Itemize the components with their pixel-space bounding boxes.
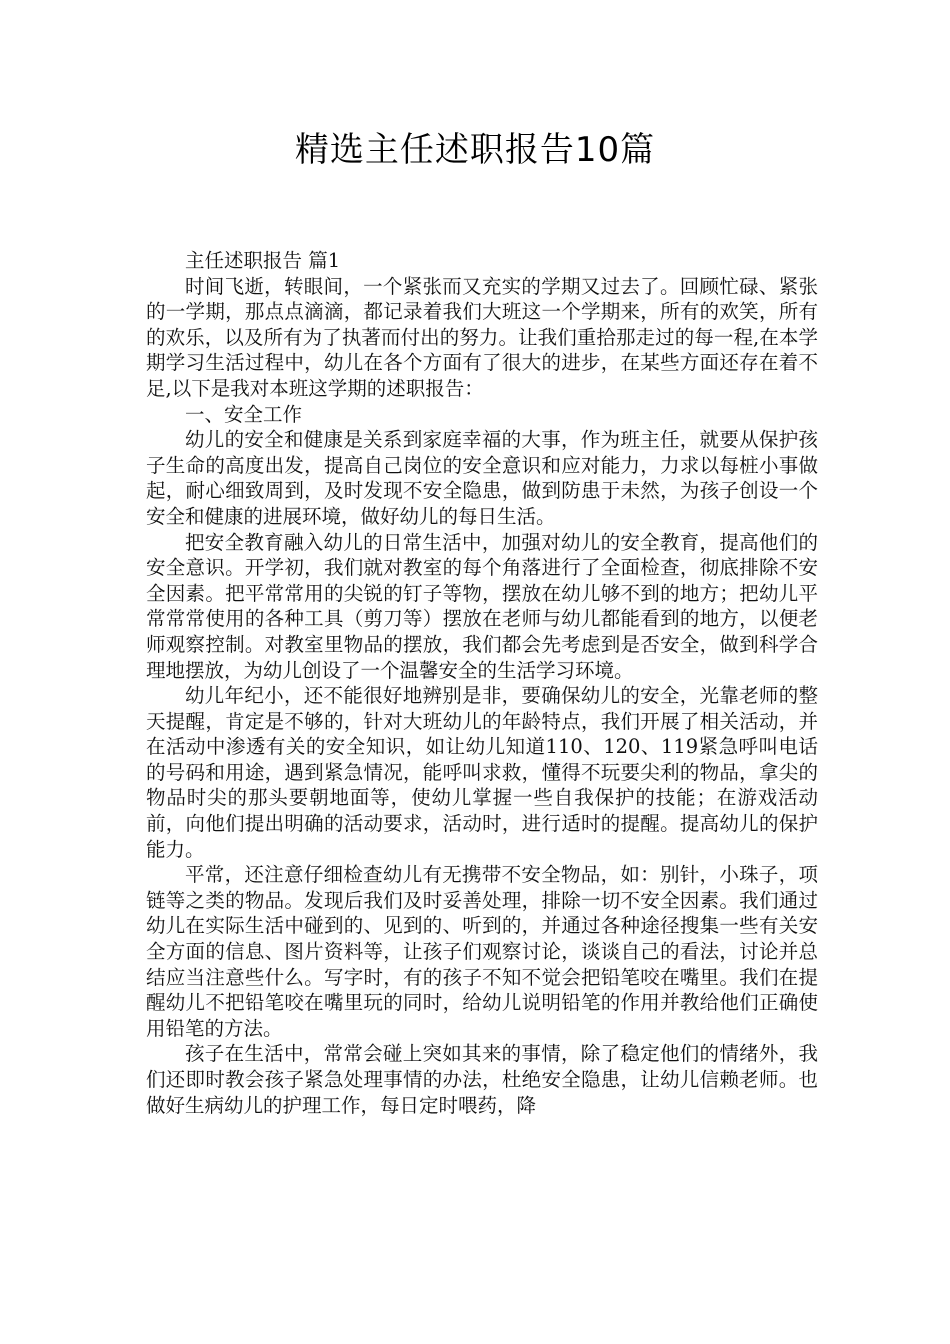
- section-heading-safety: 一、安全工作: [185, 402, 303, 426]
- paragraph-safety-health: 幼儿的安全和健康是关系到家庭幸福的大事，作为班主任，就要从保护孩子生命的高度出发，提高自己岗位的安全意识和应对能力，力求以每桩小事做起，耐心细致周到，及时发现不安全隐患，做到防患于未然，为孩子创设一个安全和健康的进展环境，做好幼儿的每日生活。: [146, 428, 818, 528]
- paragraph-safety-education: 把安全教育融入幼儿的日常生活中，加强对幼儿的安全教育，提高他们的安全意识。开学初，我们就对教室的每个角落进行了全面检查，彻底排除不安全因素。把平常常用的尖锐的钉子等物，摆放在幼儿够不到的地方；把幼儿平常常常使用的各种工具（剪刀等）摆放在老师与幼儿都能看到的地方，以便老师观察控制。对教室里物品的摆放，我们都会先考虑到是否安全，做到科学合理地摆放，为幼儿创设了一个温馨安全的生活学习环境。: [146, 530, 818, 682]
- paragraph-safety-inspection: 平常，还注意仔细检查幼儿有无携带不安全物品，如：别针，小珠子，项链等之类的物品。发现后我们及时妥善处理，排除一切不安全因素。我们通过幼儿在实际生活中碰到的、见到的、听到的，并通过各种途径搜集一些有关安全方面的信息、图片资料等，让孩子们观察讨论，谈谈自己的看法，讨论并总结应当注意些什么。写字时，有的孩子不知不觉会把铅笔咬在嘴里。我们在提醒幼儿不把铅笔咬在嘴里玩的同时，给幼儿说明铅笔的作用并教给他们正确使用铅笔的方法。: [146, 863, 818, 1040]
- document-body: [146, 248, 818, 1118]
- section-heading-report-1: 主任述职报告 篇1: [185, 249, 341, 272]
- paragraph-safety-activities: 幼儿年纪小，还不能很好地辨别是非，要确保幼儿的安全，光靠老师的整天提醒，肯定是不够的，针对大班幼儿的年龄特点，我们开展了相关活动，并在活动中渗透有关的安全知识，如让幼儿知道110、120、119紧急呼叫电话的号码和用途，遇到紧急情况，能呼叫求救，懂得不玩要尖利的物品，拿尖的物品时尖的那头要朝地面等，使幼儿掌握一些自我保护的技能；在游戏活动前，向他们提出明确的活动要求，活动时，进行适时的提醒。提高幼儿的保护能力。: [146, 684, 818, 861]
- paragraph-emergency-handling: 孩子在生活中，常常会碰上突如其来的事情，除了稳定他们的情绪外，我们还即时教会孩子紧急处理事情的办法，杜绝安全隐患，让幼儿信赖老师。也做好生病幼儿的护理工作，每日定时喂药，降: [146, 1042, 818, 1117]
- document-title: 精选主任述职报告10篇: [294, 130, 656, 170]
- paragraph-intro: 时间飞逝，转眼间，一个紧张而又充实的学期又过去了。回顾忙碌、紧张的一学期，那点点滴滴，都记录着我们大班这一个学期来，所有的欢笑，所有的欢乐，以及所有为了执著而付出的努力。让我们重拾那走过的每一程,在本学期学习生活过程中，幼儿在各个方面有了很大的进步，在某些方面还存在着不足,以下是我对本班这学期的述职报告：: [146, 274, 818, 400]
